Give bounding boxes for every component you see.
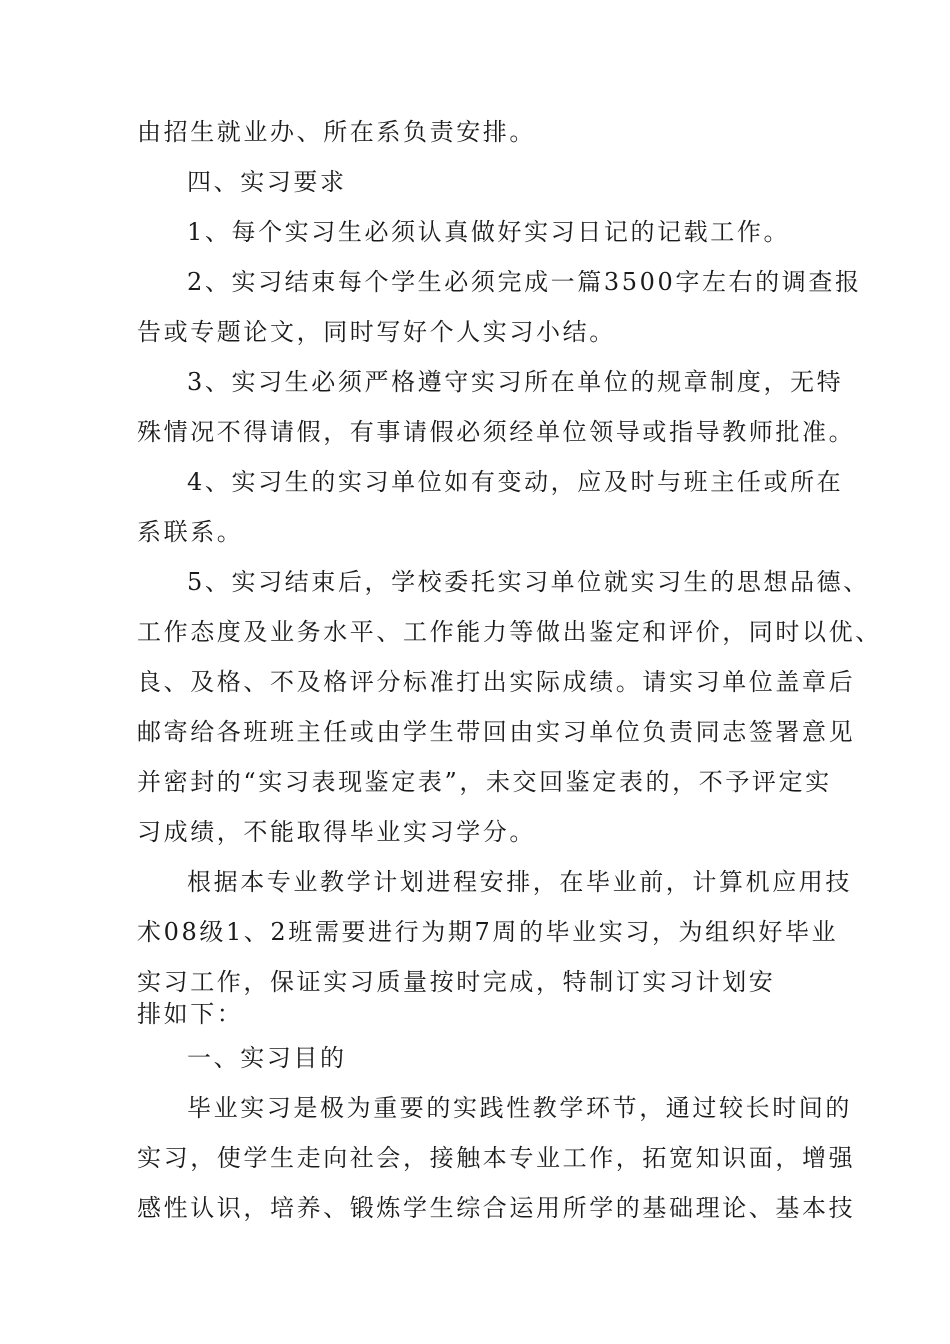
text-line: 并密封的“实习表现鉴定表”，未交回鉴定表的，不予评定实 (137, 768, 832, 796)
text-line: 良、及格、不及格评分标准打出实际成绩。请实习单位盖章后 (137, 668, 856, 696)
text-line: 工作态度及业务水平、工作能力等做出鉴定和评价，同时以优、 (137, 618, 882, 646)
text-line: 1、每个实习生必须认真做好实习日记的记载工作。 (187, 218, 791, 246)
text-line: 4、实习生的实习单位如有变动，应及时与班主任或所在 (187, 468, 844, 496)
text-line: 邮寄给各班班主任或由学生带回由实习单位负责同志签署意见 (137, 718, 856, 746)
text-line: 告或专题论文，同时写好个人实习小结。 (137, 318, 616, 346)
text-line: 习成绩，不能取得毕业实习学分。 (137, 818, 536, 846)
text-line: 实习，使学生走向社会，接触本专业工作，拓宽知识面，增强 (137, 1144, 856, 1172)
text-line: 系联系。 (137, 518, 244, 546)
section-heading: 一、实习目的 (187, 1044, 347, 1072)
text-line: 3、实习生必须严格遵守实习所在单位的规章制度，无特 (187, 368, 844, 396)
text-line: 根据本专业教学计划进程安排，在毕业前，计算机应用技 (187, 868, 852, 896)
text-line: 由招生就业办、所在系负责安排。 (137, 118, 536, 146)
text-line: 毕业实习是极为重要的实践性教学环节，通过较长时间的 (187, 1094, 852, 1122)
text-line: 2、实习结束每个学生必须完成一篇3500字左右的调查报 (187, 268, 862, 296)
text-line: 感性认识，培养、锻炼学生综合运用所学的基础理论、基本技 (137, 1194, 856, 1222)
text-line: 实习工作，保证实习质量按时完成，特制订实习计划安 (137, 968, 776, 996)
text-line: 5、实习结束后，学校委托实习单位就实习生的思想品德、 (187, 568, 870, 596)
section-heading: 四、实习要求 (187, 168, 347, 196)
text-line: 殊情况不得请假，有事请假必须经单位领导或指导教师批准。 (137, 418, 856, 446)
text-line: 排如下： (137, 1000, 244, 1028)
text-line: 术08级1、2班需要进行为期7周的毕业实习，为组织好毕业 (137, 918, 839, 946)
